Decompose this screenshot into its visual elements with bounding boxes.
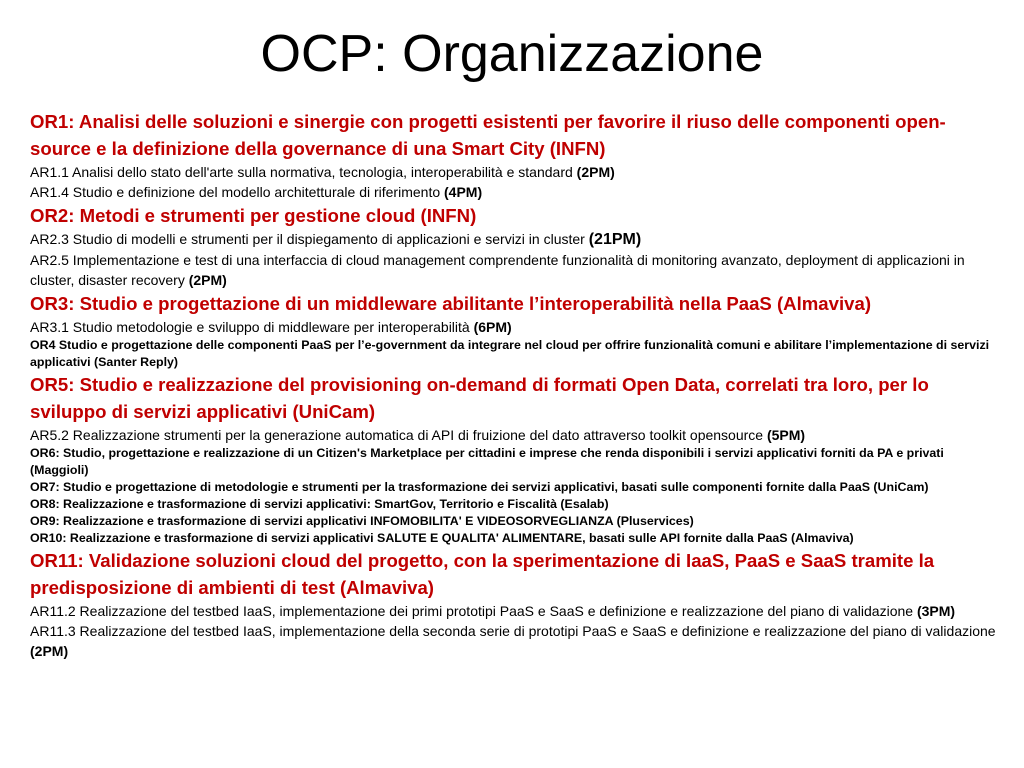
or9-heading: OR9: Realizzazione e trasformazione di servizi applicativi INFOMOBILITA' E VIDEOSORVEGLIANZA (Pluservices): [30, 514, 694, 528]
ar11-3-text: AR11.3 Realizzazione del testbed IaaS, implementazione della seconda serie di prototipi PaaS e SaaS e definizione e realizzazione del piano di validazione: [30, 623, 996, 639]
ar5-2-item: [30, 425, 996, 445]
ar1-4-item: [30, 182, 996, 202]
ar11-2-text: AR11.2 Realizzazione del testbed IaaS, implementazione dei primi prototipi PaaS e SaaS e definizione e realizzazione del piano di validazione: [30, 603, 917, 619]
slide-content: [30, 108, 996, 661]
ar2-3-text: AR2.3 Studio di modelli e strumenti per il dispiegamento di applicazioni e servizi in cluster: [30, 231, 589, 247]
or1-heading: OR1: Analisi delle soluzioni e sinergie con progetti esistenti per favorire il riuso delle componenti open-source e la definizione della governance di una Smart City (INFN): [30, 111, 946, 159]
or5-heading: OR5: Studio e realizzazione del provisioning on-demand di formati Open Data, correlati tra loro, per lo sviluppo di servizi applicativi (UniCam): [30, 374, 929, 422]
ar1-4-pm: (4PM): [444, 184, 483, 200]
or11-heading: OR11: Validazione soluzioni cloud del progetto, con la sperimentazione di IaaS, PaaS e SaaS tramite la predisposizione di ambienti di test (Almaviva): [30, 550, 935, 598]
ar2-3-item: [30, 229, 996, 250]
ar3-1-item: [30, 317, 996, 337]
or7-heading: OR7: Studio e progettazione di metodologie e strumenti per la trasformazione dei servizi applicativi, basati sulle componenti fornite dalla PaaS (UniCam): [30, 480, 929, 494]
or3-heading: OR3: Studio e progettazione di un middleware abilitante l’interoperabilità nella PaaS (Almaviva): [30, 293, 872, 314]
or8-heading: OR8: Realizzazione e trasformazione di servizi applicativi: SmartGov, Territorio e Fiscalità (Esalab): [30, 497, 609, 511]
ar11-3-pm: (2PM): [30, 643, 69, 659]
ar2-5-pm: (2PM): [188, 272, 227, 288]
ar1-1-pm: (2PM): [576, 164, 615, 180]
ar5-2-pm: (5PM): [766, 427, 806, 443]
or10-heading: OR10: Realizzazione e trasformazione di servizi applicativi SALUTE E QUALITA' ALIMENTARE, basati sulle API fornite dalla PaaS (Almaviva): [30, 531, 854, 545]
page-title: OCP: Organizzazione: [260, 25, 764, 83]
ar5-2-text: AR5.2 Realizzazione strumenti per la generazione automatica di API di fruizione del dato attraverso toolkit opensource: [30, 427, 767, 443]
ar1-4-text: AR1.4 Studio e definizione del modello architetturale di riferimento: [30, 184, 445, 200]
ar3-1-pm: (6PM): [473, 319, 512, 335]
or2-heading: OR2: Metodi e strumenti per gestione cloud (INFN): [30, 205, 477, 226]
ar11-3-item: [30, 621, 996, 661]
ar11-2-item: [30, 601, 996, 621]
or4-heading: OR4 Studio e progettazione delle componenti PaaS per l’e-government da integrare nel cloud per offrire funzionalità comuni e abilitare l’implementazione di servizi applicativi (Santer Reply): [30, 338, 990, 369]
ar11-2-pm: (3PM): [916, 603, 956, 619]
ar2-3-pm: (21PM): [588, 231, 642, 248]
ar1-1-item: [30, 162, 996, 182]
ar2-5-item: [30, 250, 996, 290]
ar1-1-text: AR1.1 Analisi dello stato dell'arte sulla normativa, tecnologia, interoperabilità e standard: [30, 164, 577, 180]
or6-heading: OR6: Studio, progettazione e realizzazione di un Citizen's Marketplace per cittadini e imprese che renda disponibili i servizi applicativi forniti da PA e privati (Maggioli): [30, 446, 944, 477]
ar2-5-text: AR2.5 Implementazione e test di una interfaccia di cloud management comprendente funzionalità di monitoring avanzato, deployment di applicazioni in cluster, disaster recovery: [30, 252, 965, 288]
ar3-1-text: AR3.1 Studio metodologie e sviluppo di middleware per interoperabilità: [30, 319, 474, 335]
